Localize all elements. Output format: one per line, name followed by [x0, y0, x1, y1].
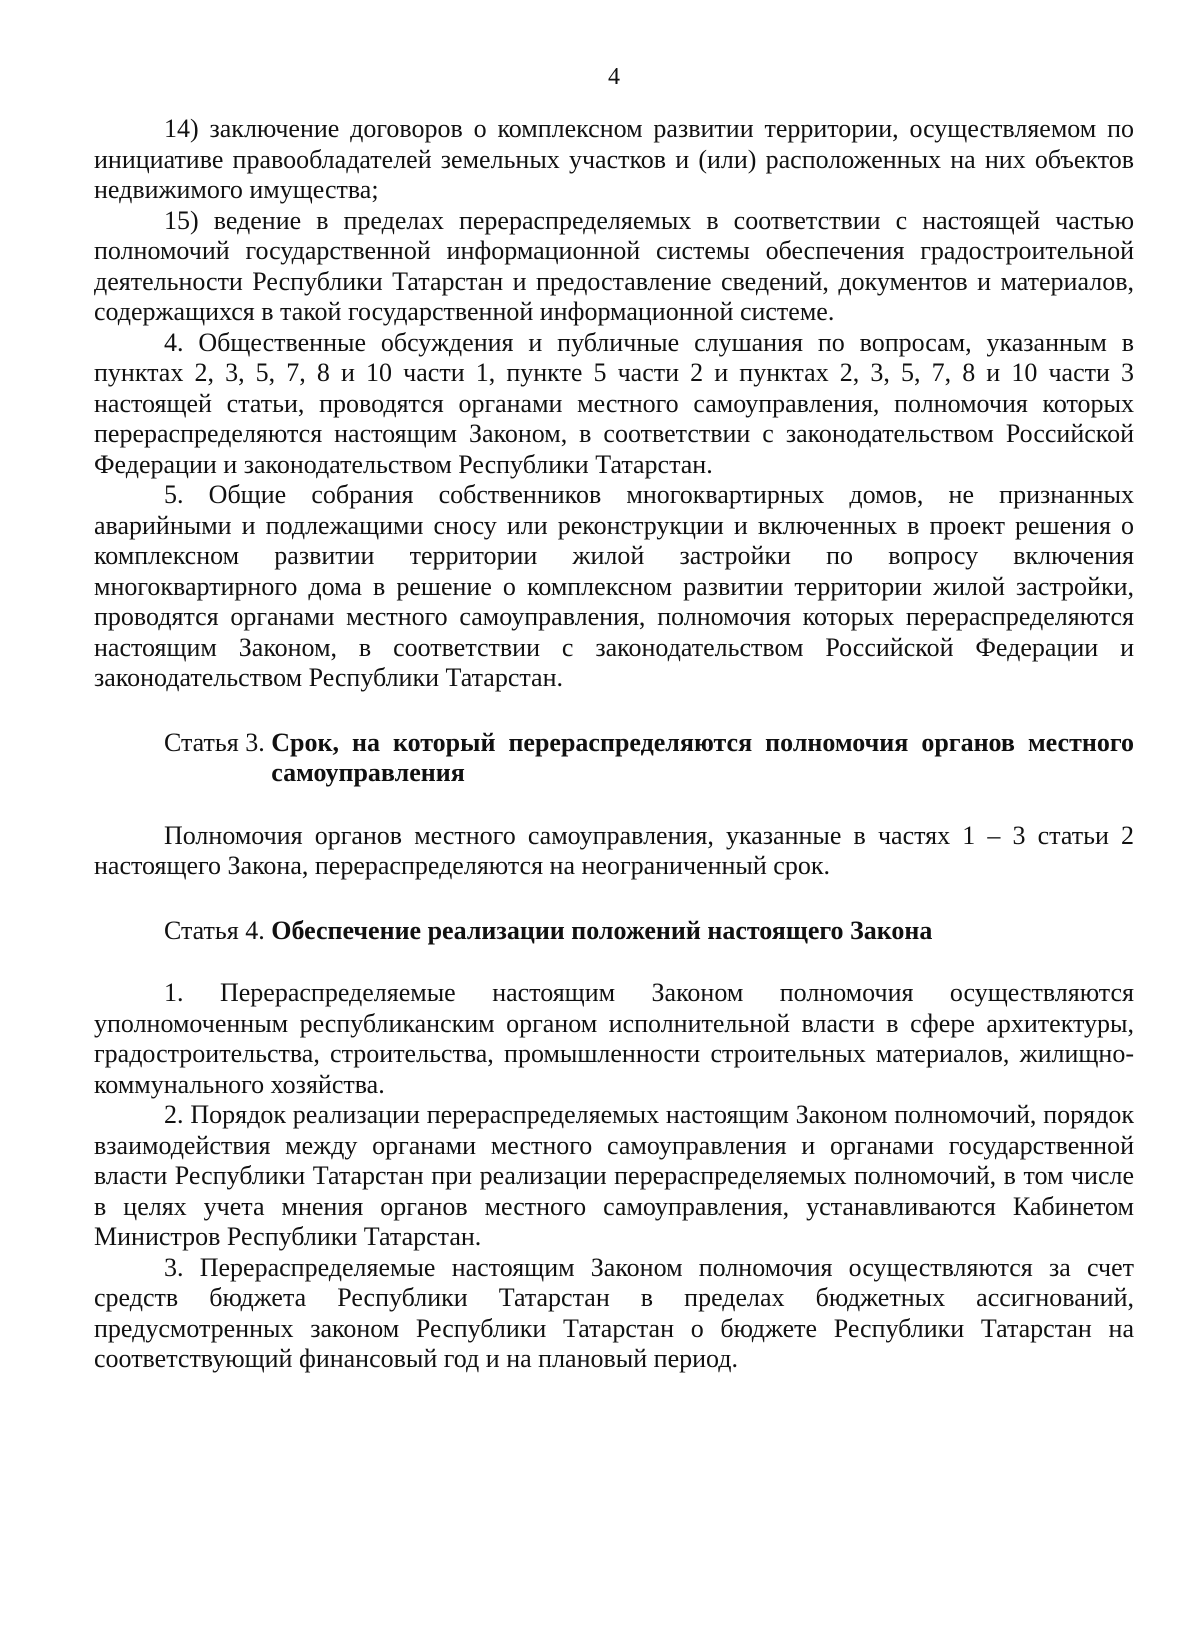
- paragraph-part-4: 4. Общественные обсуждения и публичные слушания по вопросам, указанным в пунктах 2, 3, 5, 7, 8 и 10 части 1, пункте 5 части 2 и пунктах 2, 3, 5, 7, 8 и 10 части 3 настоящей статьи, проводятся органами местного самоуправления, полномочия которых перераспределяются настоящим Законом, в соответствии с законодательством Российской Федерации и законодательством Республики Татарстан.: [94, 327, 1134, 479]
- article-4-heading: [94, 916, 1134, 947]
- article-3-label: Статья 3.: [164, 727, 272, 757]
- article-4-paragraph-2: 2. Порядок реализации перераспределяемых настоящим Законом полномочий, порядок взаимодействия между органами местного самоуправления и органами государственной власти Республики Татарстан при реализации перераспределяемых полномочий, в том числе в целях учета мнения органов местного самоуправления, устанавливаются Кабинетом Министров Республики Татарстан.: [94, 1100, 1134, 1251]
- article-4-label: Статья 4.: [164, 915, 272, 945]
- paragraph-item-15: 15) ведение в пределах перераспределяемых в соответствии с настоящей частью полномочий государственной информационной системы обеспечения градостроительной деятельности Республики Татарстан и предоставление сведений, документов и материалов, содержащихся в такой государственной информационной системе.: [94, 205, 1134, 326]
- paragraph-item-14: 14) заключение договоров о комплексном развитии территории, осуществляемом по инициативе правообладателей земельных участков и (или) расположенных на них объектов недвижимого имущества;: [94, 114, 1134, 204]
- page-number: 4: [608, 64, 620, 90]
- article-3-heading: [94, 728, 1134, 789]
- paragraph-part-5: 5. Общие собрания собственников многоквартирных домов, не признанных аварийными и подлежащими сносу или реконструкции и включенных в проект решения о комплексном развитии территории жилой застройки по вопросу включения многоквартирного дома в решение о комплексном развитии территории жилой застройки, проводятся органами местного самоуправления, полномочия которых перераспределяются настоящим Законом, в соответствии с законодательством Российской Федерации и законодательством Республики Татарстан.: [94, 480, 1134, 692]
- article-4-paragraph-3: 3. Перераспределяемые настоящим Законом полномочия осуществляются за счет средств бюджета Республики Татарстан в пределах бюджетных ассигнований, предусмотренных законом Республики Татарстан о бюджете Республики Татарстан на соответствующий финансовый год и на плановый период.: [94, 1252, 1134, 1373]
- article-3-text: Полномочия органов местного самоуправления, указанные в частях 1 – 3 статьи 2 настоящего Закона, перераспределяются на неограниченный срок.: [94, 820, 1134, 880]
- article-4-paragraph-1: 1. Перераспределяемые настоящим Законом полномочия осуществляются уполномоченным республиканским органом исполнительной власти в сфере архитектуры, градостроительства, строительства, промышленности строительных материалов, жилищно-коммунального хозяйства.: [94, 978, 1134, 1099]
- document-page: [94, 62, 1134, 1622]
- article-3-title: Срок, на который перераспределяются полномочия органов местного самоуправления: [271, 727, 1134, 787]
- article-4-title: Обеспечение реализации положений настоящего Закона: [271, 915, 933, 945]
